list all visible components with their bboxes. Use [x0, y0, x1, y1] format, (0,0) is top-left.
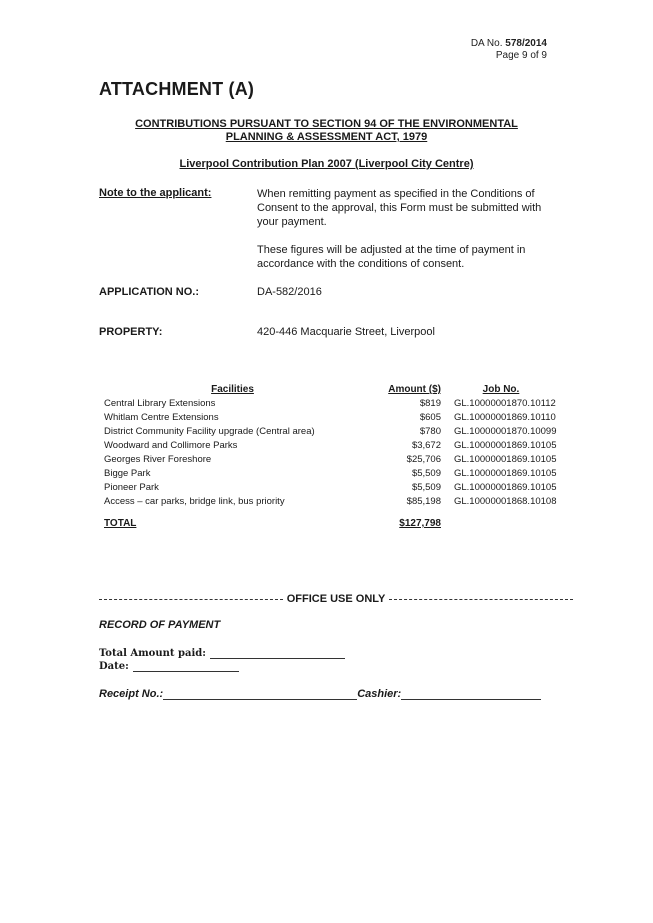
table-row: [104, 495, 561, 509]
receipt-number-field[interactable]: [163, 688, 357, 700]
facility-job-number: GL.10000001869.10105: [454, 440, 557, 451]
facility-job-number: GL.10000001870.10112: [454, 398, 556, 409]
contributions-heading-line1: CONTRIBUTIONS PURSUANT TO SECTION 94 OF THE ENVIRONMENTAL: [135, 118, 518, 130]
facility-job-number: GL.10000001869.10105: [454, 454, 557, 465]
total-amount-cell: [361, 517, 441, 531]
facility-amount: $5,509: [411, 468, 441, 479]
contributions-heading: [99, 118, 554, 144]
facility-amount: $605: [419, 412, 441, 423]
divider-dash-left: [99, 599, 283, 600]
da-number-line: [471, 38, 547, 50]
facility-name: Central Library Extensions: [104, 398, 216, 409]
facility-amount: $819: [419, 398, 441, 409]
facility-name: District Community Facility upgrade (Central area): [104, 426, 315, 437]
table-row: [104, 453, 561, 467]
application-number: DA-582/2016: [257, 286, 322, 298]
table-header-row: [104, 383, 561, 397]
da-label: DA No.: [470, 38, 503, 49]
table-row: [104, 481, 561, 495]
note-label: Note to the applicant:: [99, 187, 212, 199]
job-header: Job No.: [482, 384, 520, 395]
date-field[interactable]: [133, 661, 239, 672]
cashier-field[interactable]: [401, 688, 541, 700]
application-label: APPLICATION NO.:: [99, 286, 200, 298]
office-use-divider: [99, 593, 573, 605]
amount-header: Amount ($): [388, 384, 441, 395]
facility-job-number: GL.10000001869.10110: [454, 412, 556, 423]
facility-name: Woodward and Collimore Parks: [104, 440, 238, 451]
note-paragraph-1: When remitting payment as specified in the Conditions of Consent to the approval, this Form must be submitted with your payment.: [257, 188, 542, 228]
facility-amount: $85,198: [406, 496, 441, 507]
total-amount-paid-label: Total Amount paid:: [99, 648, 206, 659]
facility-amount: $25,706: [406, 454, 441, 465]
total-amount-paid-field[interactable]: [210, 648, 345, 659]
total-amount-paid-line: [99, 648, 345, 659]
facility-name: Whitlam Centre Extensions: [104, 412, 219, 423]
receipt-label: Receipt No.:: [99, 688, 164, 700]
facility-name: Pioneer Park: [104, 482, 159, 493]
facilities-header: Facilities: [211, 384, 254, 395]
facility-job-number: GL.10000001868.10108: [454, 496, 557, 507]
page-number: Page 9 of 9: [495, 50, 547, 61]
facility-amount: $780: [419, 426, 441, 437]
divider-dash-right: [389, 599, 573, 600]
facility-job-number: GL.10000001870.10099: [454, 426, 557, 437]
receipt-cashier-line: [99, 688, 541, 700]
table-row: [104, 467, 561, 481]
facility-name: Access – car parks, bridge link, bus priority: [104, 496, 285, 507]
facility-amount: $3,672: [411, 440, 441, 451]
total-label: TOTAL: [104, 518, 137, 529]
table-row: [104, 439, 561, 453]
facility-name: Bigge Park: [104, 468, 151, 479]
attachment-title: ATTACHMENT (A): [99, 79, 255, 99]
property-address: 420-446 Macquarie Street, Liverpool: [257, 326, 435, 338]
total-row: [104, 517, 561, 531]
da-number: 578/2014: [505, 38, 547, 49]
note-paragraph-2: These figures will be adjusted at the time of payment in accordance with the conditions of consent.: [257, 244, 526, 270]
contributions-heading-line2: PLANNING & ASSESSMENT ACT, 1979: [225, 131, 428, 143]
facility-name: Georges River Foreshore: [104, 454, 212, 465]
property-label: PROPERTY:: [99, 326, 163, 338]
total-label-cell: [104, 517, 361, 531]
facility-job-number: GL.10000001869.10105: [454, 482, 557, 493]
record-of-payment-title: RECORD OF PAYMENT: [99, 619, 221, 631]
total-amount: $127,798: [399, 518, 441, 529]
date-line: [99, 661, 239, 672]
table-row: [104, 411, 561, 425]
plan-heading: Liverpool Contribution Plan 2007 (Liverpool City Centre): [179, 158, 474, 170]
facilities-table: [104, 383, 561, 531]
total-job-cell: [441, 517, 561, 531]
table-row: [104, 425, 561, 439]
date-label: Date:: [99, 661, 129, 672]
facility-amount: $5,509: [411, 482, 441, 493]
document-reference: [471, 38, 547, 62]
table-row: [104, 397, 561, 411]
office-use-label: OFFICE USE ONLY: [286, 593, 386, 605]
facility-job-number: GL.10000001869.10105: [454, 468, 557, 479]
cashier-label: Cashier:: [357, 688, 402, 700]
